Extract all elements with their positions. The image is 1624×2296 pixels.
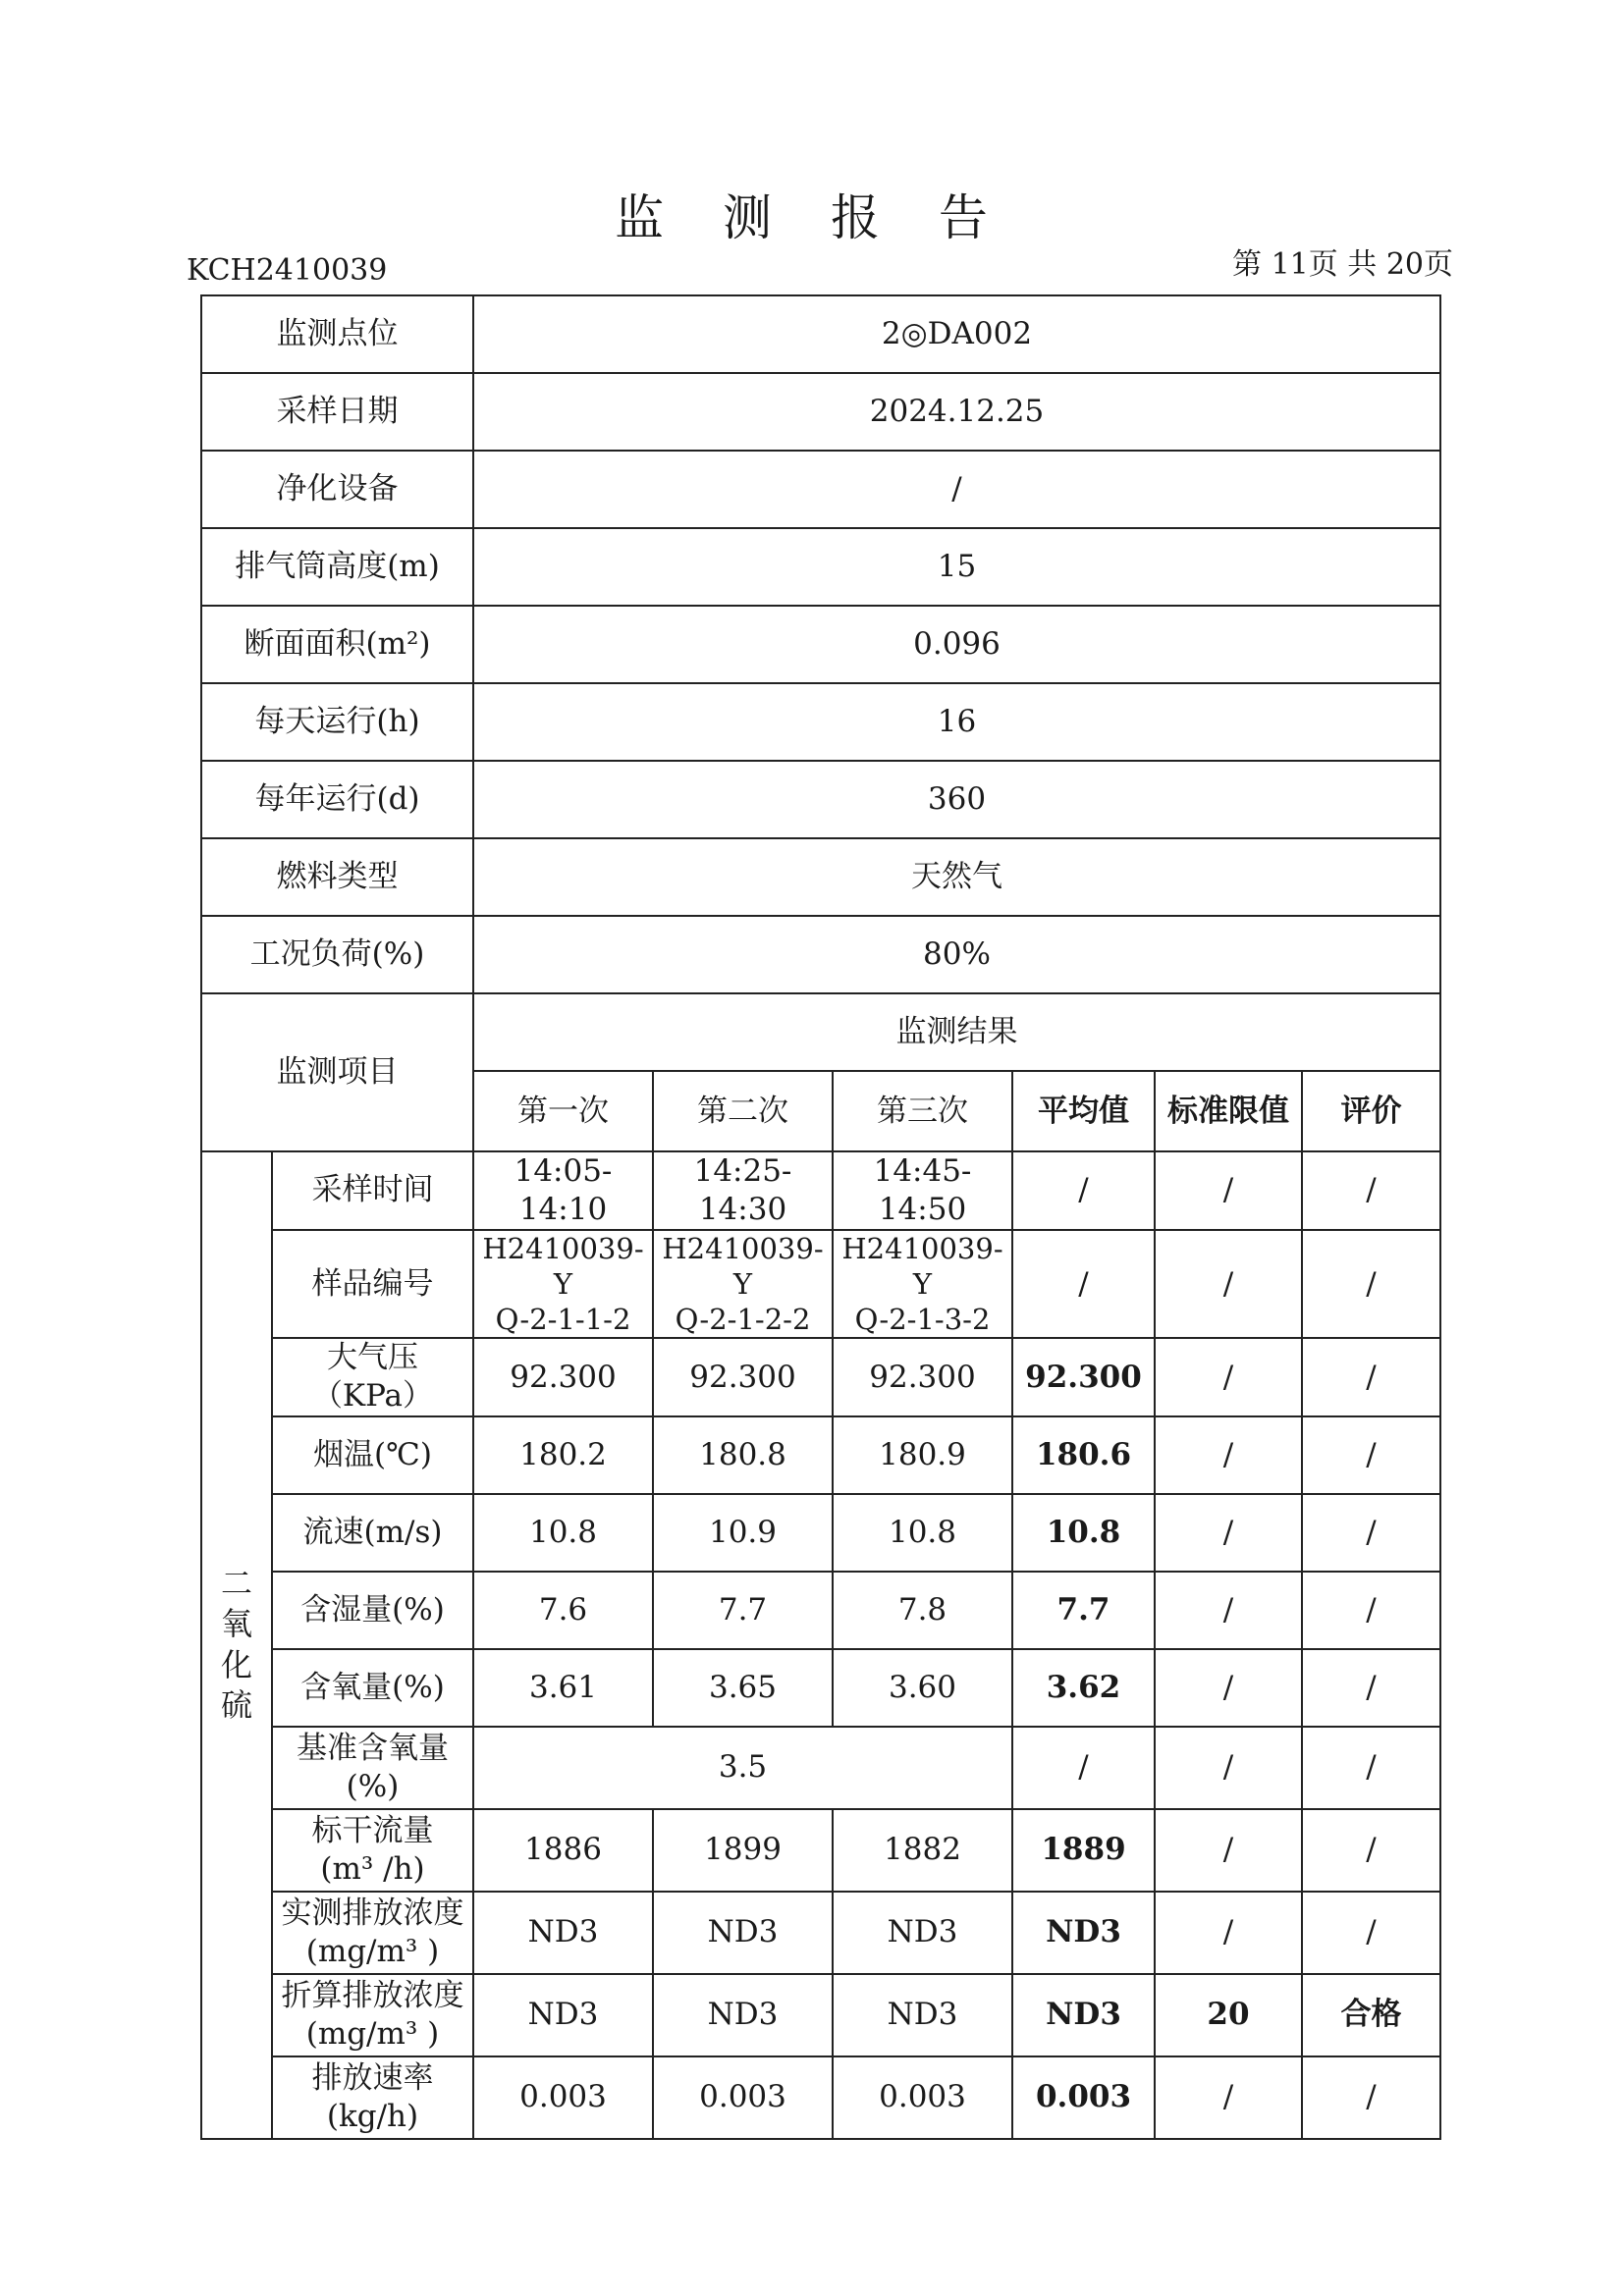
cell-value: 7.6 [473,1572,653,1649]
pollutant-char: 氧 [220,1605,252,1643]
table-row [201,1416,1440,1494]
cell-evaluation: / [1302,1572,1440,1649]
table-row [201,1230,1440,1339]
table-row [201,1494,1440,1572]
row-label-line: 排放速率 [311,2060,434,2096]
cell-value: 3.5 [473,1727,1012,1809]
row-label-unit: (m³ /h) [320,1850,425,1887]
info-value: 0.096 [473,606,1440,683]
cell-evaluation: / [1302,1230,1440,1339]
sample-id-line: H2410039-Y [841,1231,1003,1301]
col-header-average: 平均值 [1012,1071,1155,1151]
col-header-third: 第三次 [833,1071,1012,1151]
row-label [272,1727,473,1809]
info-value: / [473,451,1440,528]
item-header: 监测项目 [201,993,473,1151]
row-label-unit: (%) [346,1768,400,1804]
cell-value: 14:45-14:50 [833,1151,1012,1230]
cell-value: 92.300 [473,1338,653,1416]
page-indicator: 第 11页 共 20页 [1232,247,1453,282]
cell-value: 1882 [833,1809,1012,1892]
cell-limit: / [1155,1494,1302,1572]
table-row [201,2056,1440,2139]
cell-value: 0.003 [473,2056,653,2139]
pollutant-name [201,1151,272,2139]
cell-value: 14:25-14:30 [653,1151,833,1230]
row-label: 大气压（KPa） [272,1338,473,1416]
info-value: 80% [473,916,1440,993]
row-label: 含湿量(%) [272,1572,473,1649]
info-label: 采样日期 [201,373,473,451]
cell-limit: / [1155,1649,1302,1727]
cell-value: ND3 [833,1974,1012,2056]
col-header-evaluation: 评价 [1302,1071,1440,1151]
cell-value: 7.7 [653,1572,833,1649]
sample-id-line: Q-2-1-1-2 [495,1303,631,1336]
row-label-line: 折算排放浓度 [281,1978,464,2013]
info-row [201,606,1440,683]
row-label [272,1974,473,2056]
info-value: 2024.12.25 [473,373,1440,451]
cell-average: / [1012,1727,1155,1809]
cell-value: 0.003 [833,2056,1012,2139]
cell-value: 0.003 [653,2056,833,2139]
table-row [201,1649,1440,1727]
cell-value: 1899 [653,1809,833,1892]
cell-evaluation: / [1302,1727,1440,1809]
cell-value [653,1230,833,1339]
row-label-unit: (mg/m³ ) [305,1933,440,1969]
row-label: 采样时间 [272,1151,473,1230]
row-label: 烟温(℃) [272,1416,473,1494]
cell-value: ND3 [653,1892,833,1974]
cell-value: 3.65 [653,1649,833,1727]
cell-value: 10.9 [653,1494,833,1572]
table-row [201,1809,1440,1892]
cell-limit: / [1155,1572,1302,1649]
col-header-limit: 标准限值 [1155,1071,1302,1151]
cell-average: / [1012,1151,1155,1230]
pollutant-char: 二 [220,1564,252,1602]
row-label [272,1892,473,1974]
info-row [201,451,1440,528]
report-title: 监 测 报 告 [615,189,1009,246]
cell-value: 3.61 [473,1649,653,1727]
row-label: 含氧量(%) [272,1649,473,1727]
cell-evaluation: / [1302,1649,1440,1727]
cell-value: 3.60 [833,1649,1012,1727]
info-label: 断面面积(m²) [201,606,473,683]
cell-evaluation: / [1302,1151,1440,1230]
cell-value: 10.8 [833,1494,1012,1572]
row-label-unit: (mg/m³ ) [305,2015,440,2052]
cell-evaluation: / [1302,1809,1440,1892]
info-label: 工况负荷(%) [201,916,473,993]
cell-value [473,1230,653,1339]
report-number: KCH2410039 [187,253,388,288]
row-label-line: 基准含氧量 [297,1731,449,1766]
cell-evaluation: 合格 [1302,1974,1440,2056]
sample-id-line: H2410039-Y [662,1231,824,1301]
info-label: 排气筒高度(m) [201,528,473,606]
cell-average: 3.62 [1012,1649,1155,1727]
table-row [201,1974,1440,2056]
cell-value: 92.300 [833,1338,1012,1416]
cell-evaluation: / [1302,2056,1440,2139]
cell-limit: / [1155,1151,1302,1230]
row-label [272,2056,473,2139]
row-label: 样品编号 [272,1230,473,1339]
info-value: 360 [473,761,1440,838]
cell-average: 10.8 [1012,1494,1155,1572]
row-label [272,1809,473,1892]
cell-average: 1889 [1012,1809,1155,1892]
info-row [201,528,1440,606]
cell-average: 7.7 [1012,1572,1155,1649]
sample-id-line: H2410039-Y [482,1231,644,1301]
cell-evaluation: / [1302,1494,1440,1572]
sample-id-line: Q-2-1-2-2 [675,1303,811,1336]
row-label-line: 标干流量 [311,1813,434,1848]
info-row [201,838,1440,916]
cell-value [833,1230,1012,1339]
cell-evaluation: / [1302,1416,1440,1494]
cell-value: ND3 [473,1974,653,2056]
info-label: 每天运行(h) [201,683,473,761]
info-label: 每年运行(d) [201,761,473,838]
cell-evaluation: / [1302,1338,1440,1416]
info-row [201,683,1440,761]
info-value: 2◎DA002 [473,295,1440,373]
cell-limit: / [1155,1230,1302,1339]
cell-limit: / [1155,1416,1302,1494]
cell-average: 180.6 [1012,1416,1155,1494]
sample-id-line: Q-2-1-3-2 [854,1303,991,1336]
table-row [201,1892,1440,1974]
row-label-line: 实测排放浓度 [281,1896,464,1931]
info-label: 净化设备 [201,451,473,528]
col-header-second: 第二次 [653,1071,833,1151]
cell-value: 180.8 [653,1416,833,1494]
info-label: 燃料类型 [201,838,473,916]
table-row [201,1727,1440,1809]
cell-value: 7.8 [833,1572,1012,1649]
cell-average: ND3 [1012,1974,1155,2056]
cell-evaluation: / [1302,1892,1440,1974]
cell-average: 92.300 [1012,1338,1155,1416]
cell-average: / [1012,1230,1155,1339]
cell-value: ND3 [473,1892,653,1974]
results-header-row [201,993,1440,1071]
cell-value: 14:05-14:10 [473,1151,653,1230]
info-value: 天然气 [473,838,1440,916]
cell-limit: 20 [1155,1974,1302,2056]
results-header: 监测结果 [473,993,1440,1071]
cell-limit: / [1155,1892,1302,1974]
cell-value: 10.8 [473,1494,653,1572]
info-row [201,295,1440,373]
cell-value: 1886 [473,1809,653,1892]
col-header-first: 第一次 [473,1071,653,1151]
cell-value: ND3 [833,1892,1012,1974]
info-row [201,373,1440,451]
info-value: 15 [473,528,1440,606]
cell-value: 180.2 [473,1416,653,1494]
info-row [201,761,1440,838]
cell-value: 92.300 [653,1338,833,1416]
cell-limit: / [1155,1809,1302,1892]
cell-value: 180.9 [833,1416,1012,1494]
table-row [201,1338,1440,1416]
row-label-unit: (kg/h) [326,2098,419,2134]
info-value: 16 [473,683,1440,761]
cell-value: ND3 [653,1974,833,2056]
info-row [201,916,1440,993]
table-row [201,1572,1440,1649]
cell-limit: / [1155,2056,1302,2139]
monitoring-table [200,294,1441,2140]
info-label: 监测点位 [201,295,473,373]
cell-limit: / [1155,1338,1302,1416]
pollutant-char: 化 [220,1645,252,1683]
row-label: 流速(m/s) [272,1494,473,1572]
cell-average: ND3 [1012,1892,1155,1974]
cell-average: 0.003 [1012,2056,1155,2139]
cell-limit: / [1155,1727,1302,1809]
pollutant-char: 硫 [220,1686,252,1725]
table-row [201,1151,1440,1230]
